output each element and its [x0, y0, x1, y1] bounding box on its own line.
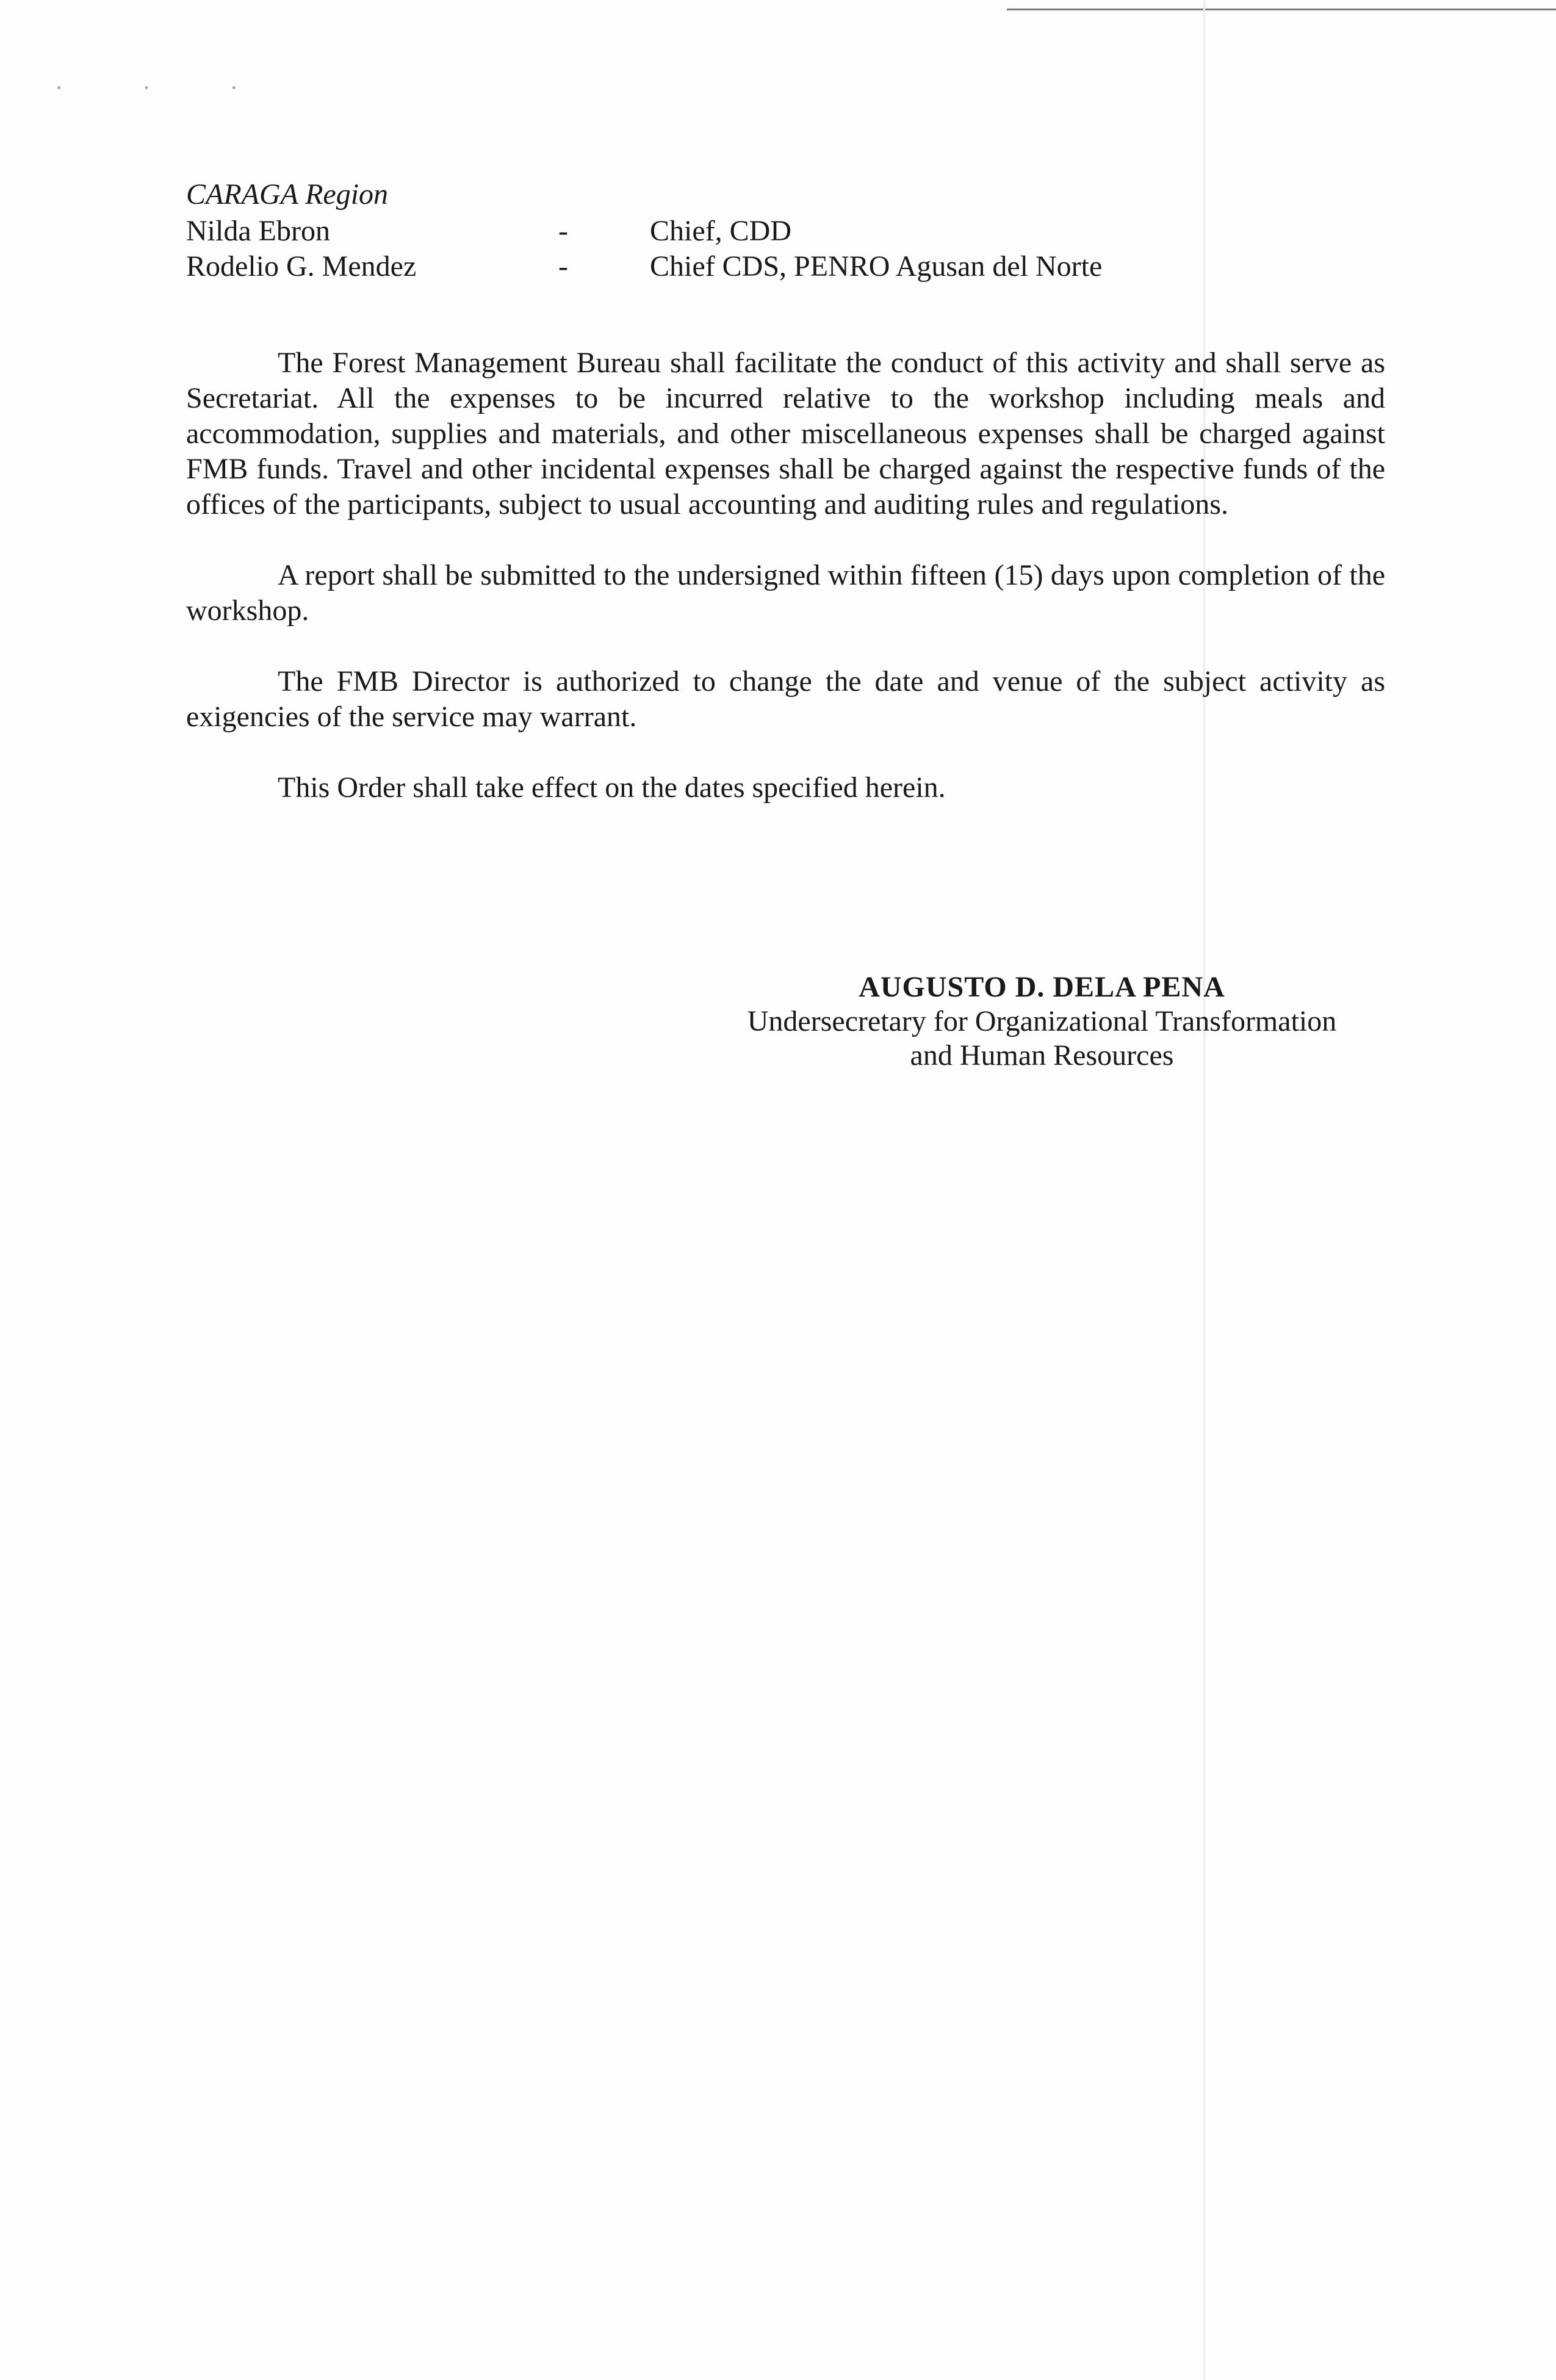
- region-heading: CARAGA Region: [186, 178, 389, 211]
- paragraph-effectivity: This Order shall take effect on the dates specified herein.: [278, 771, 946, 804]
- scan-edge-line: [1007, 9, 1556, 10]
- document-body: [186, 177, 1385, 806]
- roster-dash: -: [558, 215, 568, 247]
- roster-row: [186, 249, 1385, 284]
- signatory-name: AUGUSTO D. DELA PENA: [859, 971, 1225, 1003]
- scan-specks: · · ·: [55, 74, 275, 101]
- paragraph-report: A report shall be submitted to the undersigned within fifteen (15) days upon completion of the workshop.: [186, 559, 1385, 627]
- signatory-title-line1: Undersecretary for Organizational Transformation: [747, 1005, 1337, 1037]
- paragraph-expenses: The Forest Management Bureau shall facilitate the conduct of this activity and shall serve as Secretariat. All the expenses to be incurred relative to the workshop including meals and accommodation, supplies and materials, and other miscellaneous expenses shall be charged against FMB funds. Travel and other incidental expenses shall be charged against the respective funds of the offices of the participants, subject to usual accounting and auditing rules and regulations.: [186, 347, 1385, 521]
- roster-name: Nilda Ebron: [186, 215, 330, 247]
- paragraph-authority: The FMB Director is authorized to change the date and venue of the subject activity as exigencies of the service may warrant.: [186, 665, 1385, 733]
- roster-row: [186, 214, 1385, 249]
- participant-roster: [186, 214, 1385, 284]
- signature-block: [729, 970, 1355, 1073]
- roster-dash: -: [558, 250, 568, 283]
- signatory-title-line2: and Human Resources: [910, 1039, 1174, 1072]
- roster-title: Chief CDS, PENRO Agusan del Norte: [650, 250, 1103, 283]
- roster-name: Rodelio G. Mendez: [186, 250, 417, 283]
- roster-title: Chief, CDD: [650, 215, 791, 247]
